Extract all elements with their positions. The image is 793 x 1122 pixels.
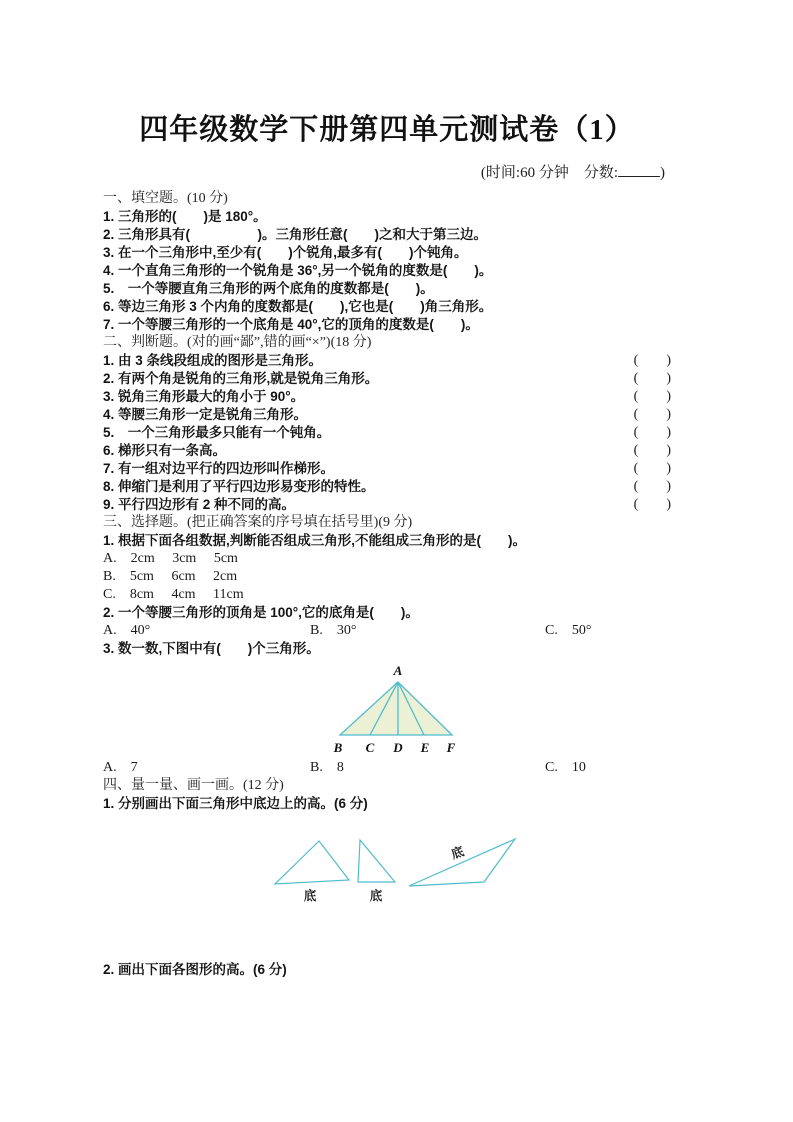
vertex-label-a: A <box>393 663 403 678</box>
choice-q1: 1. 根据下面各组数据,判断能否组成三角形,不能组成三角形的是( )。 <box>103 533 527 548</box>
judge-text: 8. 伸缩门是利用了平行四边形易变形的特性。 <box>103 479 375 494</box>
fill-item-7: 7. 一个等腰三角形的一个底角是 40°,它的顶角的度数是( )。 <box>103 317 479 332</box>
judge-text: 1. 由 3 条线段组成的图形是三角形。 <box>103 353 323 368</box>
judge-text: 5. 一个三角形最多只能有一个钝角。 <box>103 425 331 440</box>
base-label-1: 底 <box>303 889 317 903</box>
triangle-count-figure-area <box>103 658 671 759</box>
judge-row-7 <box>103 460 671 478</box>
page-title: 四年级数学下册第四单元测试卷（1） <box>139 114 635 146</box>
vertex-label-e: E <box>420 740 430 755</box>
answer-parens: ( ) <box>633 497 671 512</box>
obtuse-triangle <box>409 839 515 886</box>
section-3-header: 三、选择题。(把正确答案的序号填在括号里)(9 分) <box>103 515 413 530</box>
fill-item-2: 2. 三角形具有( )。三角形任意( )之和大于第三边。 <box>103 227 487 242</box>
answer-parens: ( ) <box>633 389 671 404</box>
fill-item-5: 5. 一个等腰直角三角形的两个底角的度数都是( )。 <box>103 281 434 296</box>
choice-q2: 2. 一个等腰三角形的顶角是 100°,它的底角是( )。 <box>103 605 419 620</box>
answer-parens: ( ) <box>633 371 671 386</box>
triangle-count-figure <box>325 658 467 758</box>
base-label-3: 底 <box>449 844 466 862</box>
choice-q2-option-c: C. 50° <box>545 623 592 638</box>
choice-q1-option-b: B. 5cm 6cm 2cm <box>103 569 238 584</box>
meta-prefix: (时间:60 分钟 分数: <box>480 165 618 181</box>
vertex-label-d: D <box>393 740 403 755</box>
answer-parens: ( ) <box>633 425 671 440</box>
section-4-header: 四、量一量、画一画。(12 分) <box>103 778 284 793</box>
right-triangle <box>358 840 395 882</box>
fill-item-4: 4. 一个直角三角形的一个锐角是 36°,另一个锐角的度数是( )。 <box>103 263 493 278</box>
draw-heights-figure-area <box>103 830 671 908</box>
choice-q3-option-c: C. 10 <box>545 760 586 775</box>
choice-q1-option-a: A. 2cm 3cm 5cm <box>103 551 238 566</box>
exam-meta <box>103 163 671 183</box>
section-2-header: 二、判断题。(对的画“鄙”,错的画“×”)(18 分) <box>103 335 372 350</box>
judge-row-8 <box>103 478 671 496</box>
score-blank-line <box>618 163 660 177</box>
section-1-header: 一、填空题。(10 分) <box>103 191 228 206</box>
judge-row-5 <box>103 424 671 442</box>
judge-row-1 <box>103 352 671 370</box>
base-label-2: 底 <box>369 889 383 903</box>
choice-q1-option-c: C. 8cm 4cm 11cm <box>103 587 244 602</box>
choice-q3-option-b: B. 8 <box>310 760 344 775</box>
answer-parens: ( ) <box>633 443 671 458</box>
judge-row-4 <box>103 406 671 424</box>
judge-text: 7. 有一组对边平行的四边形叫作梯形。 <box>103 461 335 476</box>
meta-suffix: ) <box>660 165 665 181</box>
fill-item-1: 1. 三角形的( )是 180°。 <box>103 209 267 224</box>
fill-item-6: 6. 等边三角形 3 个内角的度数都是( ),它也是( )角三角形。 <box>103 299 493 314</box>
scalene-triangle <box>275 841 349 884</box>
choice-q3-option-a: A. 7 <box>103 760 138 775</box>
choice-q3: 3. 数一数,下图中有( )个三角形。 <box>103 641 320 656</box>
choice-q2-option-a: A. 40° <box>103 623 151 638</box>
answer-parens: ( ) <box>633 407 671 422</box>
judge-row-3 <box>103 388 671 406</box>
answer-parens: ( ) <box>633 353 671 368</box>
vertex-label-b: B <box>333 740 343 755</box>
judge-text: 2. 有两个角是锐角的三角形,就是锐角三角形。 <box>103 371 379 386</box>
fill-item-3: 3. 在一个三角形中,至少有( )个锐角,最多有( )个钝角。 <box>103 245 468 260</box>
vertex-label-f: F <box>446 740 456 755</box>
choice-q2-options-row <box>103 622 671 640</box>
choice-q3-options-row <box>103 759 671 777</box>
judge-text: 9. 平行四边形有 2 种不同的高。 <box>103 497 296 512</box>
judge-text: 6. 梯形只有一条高。 <box>103 443 227 458</box>
answer-parens: ( ) <box>633 479 671 494</box>
judge-row-9 <box>103 496 671 514</box>
outer-triangle <box>340 682 452 735</box>
choice-q2-option-b: B. 30° <box>310 623 357 638</box>
judge-row-6 <box>103 442 671 460</box>
judge-row-2 <box>103 370 671 388</box>
vertex-label-c: C <box>365 740 375 755</box>
draw-q2: 2. 画出下面各图形的高。(6 分) <box>103 962 287 977</box>
judge-text: 3. 锐角三角形最大的角小于 90°。 <box>103 389 305 404</box>
answer-parens: ( ) <box>633 461 671 476</box>
draw-heights-figure <box>270 830 562 908</box>
judge-text: 4. 等腰三角形一定是锐角三角形。 <box>103 407 308 422</box>
draw-q1: 1. 分别画出下面三角形中底边上的高。(6 分) <box>103 796 368 811</box>
